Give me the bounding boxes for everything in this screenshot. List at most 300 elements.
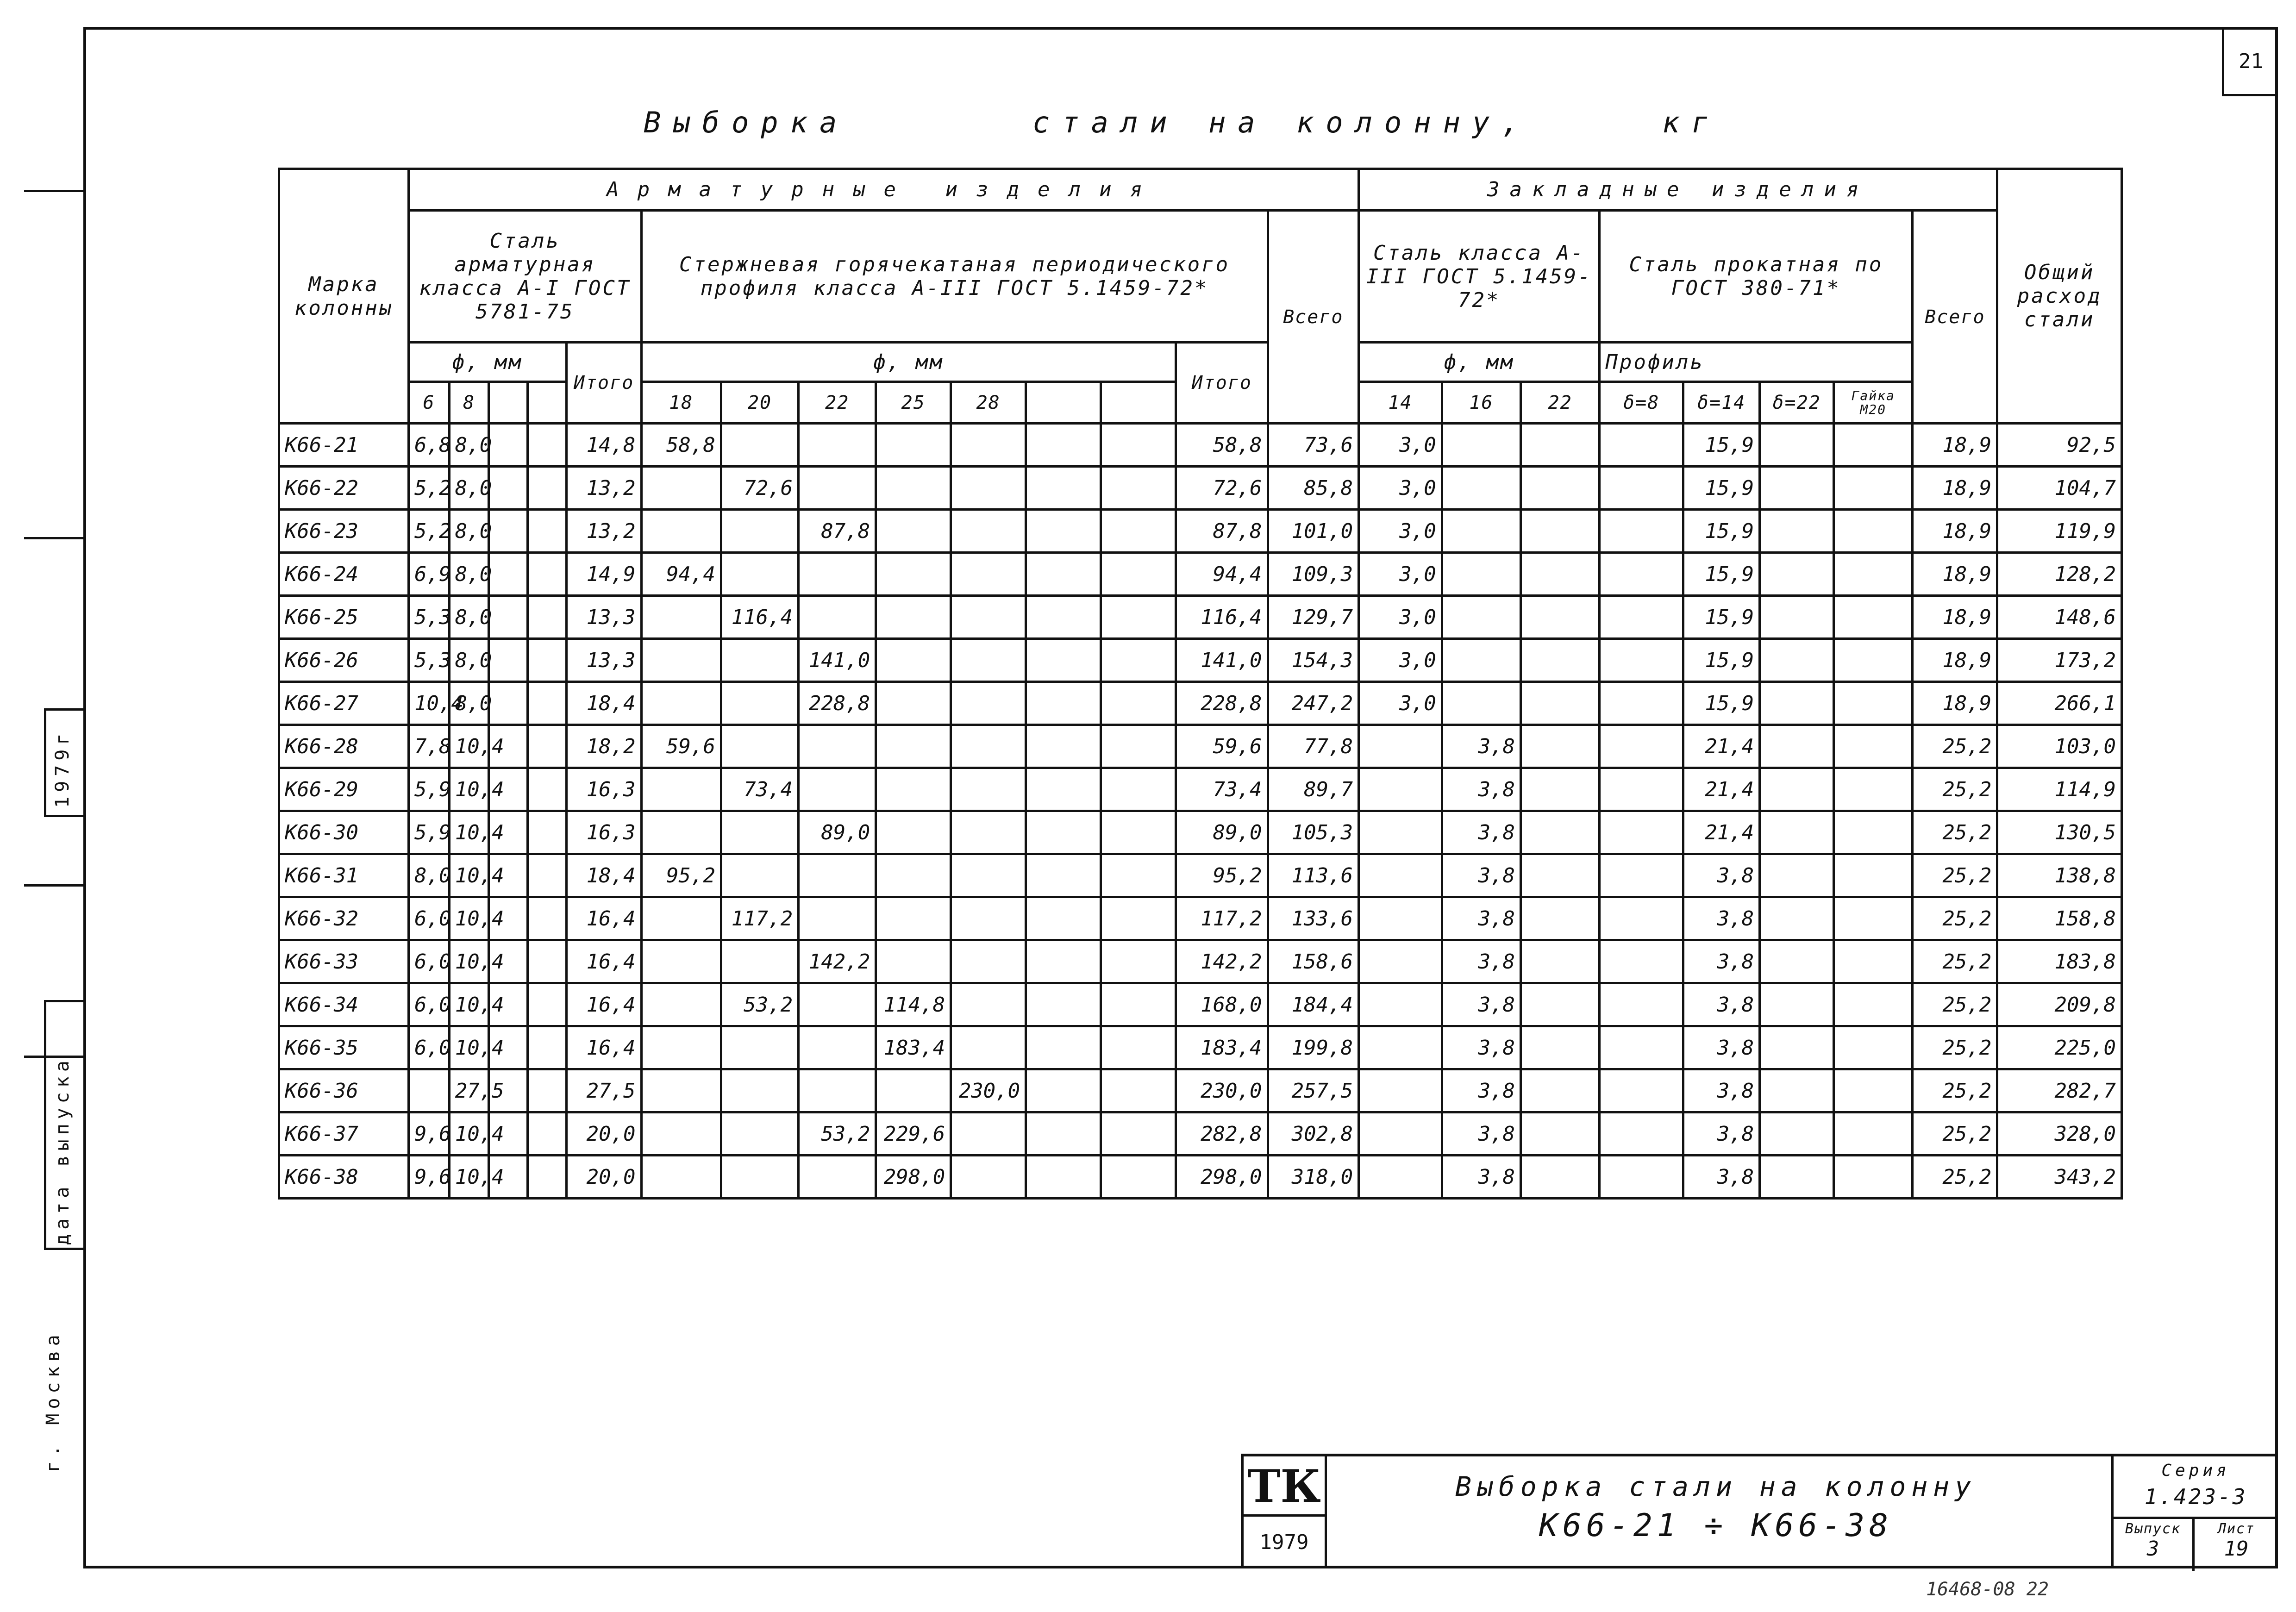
cell-d6: 8,0 <box>409 854 450 897</box>
issue-sheet-row <box>2114 1517 2278 1571</box>
cell-d6: 5,3 <box>409 596 450 639</box>
cell-nut <box>1834 897 1913 940</box>
cell-d6 <box>409 1069 450 1112</box>
cell-itogo2: 58,8 <box>1176 424 1268 467</box>
table-body <box>279 424 2122 1199</box>
emb-22-header: 22 <box>1521 382 1600 424</box>
cell-d8: 10,4 <box>449 768 489 811</box>
cell-p14: 15,9 <box>1683 596 1760 639</box>
cell-p22 <box>1760 983 1834 1026</box>
cell-empty <box>1101 553 1176 596</box>
cell-itogo2: 116,4 <box>1176 596 1268 639</box>
cell-d20: 73,4 <box>721 768 798 811</box>
cell-empty <box>1026 768 1101 811</box>
cell-vsego1: 85,8 <box>1268 467 1359 510</box>
cell-d25 <box>876 596 951 639</box>
cell-d22: 142,2 <box>799 940 876 983</box>
cell-nut <box>1834 553 1913 596</box>
cell-e22 <box>1521 983 1600 1026</box>
cell-d18 <box>641 768 721 811</box>
table-row <box>279 682 2122 725</box>
cell-d22 <box>799 768 876 811</box>
cell-itogo2: 282,8 <box>1176 1112 1268 1156</box>
cell-empty <box>1026 940 1101 983</box>
cell-empty <box>528 682 567 725</box>
table-row <box>279 897 2122 940</box>
cell-d22 <box>799 596 876 639</box>
cell-d22 <box>799 424 876 467</box>
cell-e16 <box>1442 510 1520 553</box>
cell-empty <box>528 424 567 467</box>
table-row <box>279 553 2122 596</box>
cell-d25 <box>876 725 951 768</box>
cell-vsego1: 154,3 <box>1268 639 1359 682</box>
cell-d28 <box>951 596 1026 639</box>
cell-e14: 3,0 <box>1359 639 1442 682</box>
cell-e16: 3,8 <box>1442 1156 1520 1199</box>
cell-empty <box>1026 424 1101 467</box>
cell-d20 <box>721 854 798 897</box>
cell-e14 <box>1359 1069 1442 1112</box>
cell-empty <box>1101 1026 1176 1069</box>
empty-header <box>1101 382 1176 424</box>
cell-e16: 3,8 <box>1442 725 1520 768</box>
cell-d25 <box>876 811 951 854</box>
cell-e22 <box>1521 639 1600 682</box>
cell-itogo1: 13,3 <box>566 639 641 682</box>
cell-e14 <box>1359 1026 1442 1069</box>
steel-emb-header: Сталь класса А-III ГОСТ 5.1459-72* <box>1359 211 1600 343</box>
cell-total: 328,0 <box>1997 1112 2122 1156</box>
cell-vsego1: 101,0 <box>1268 510 1359 553</box>
cell-itogo1: 14,8 <box>566 424 641 467</box>
cell-itogo1: 13,2 <box>566 467 641 510</box>
table-row <box>279 940 2122 983</box>
cell-p14: 3,8 <box>1683 1112 1760 1156</box>
row-mark: К66-27 <box>279 682 409 725</box>
cell-empty <box>1101 940 1176 983</box>
phi-mm-header-3: ф, мм <box>1359 343 1600 382</box>
cell-empty <box>1026 897 1101 940</box>
cell-p8 <box>1600 1112 1683 1156</box>
cell-total: 128,2 <box>1997 553 2122 596</box>
cell-nut <box>1834 1112 1913 1156</box>
cell-p14: 15,9 <box>1683 639 1760 682</box>
cell-vsego1: 199,8 <box>1268 1026 1359 1069</box>
cell-itogo2: 94,4 <box>1176 553 1268 596</box>
cell-vsego1: 77,8 <box>1268 725 1359 768</box>
cell-empty <box>528 897 567 940</box>
cell-p22 <box>1760 510 1834 553</box>
cell-itogo2: 298,0 <box>1176 1156 1268 1199</box>
mark-header: Марка колонны <box>279 169 409 424</box>
cell-d6: 7,8 <box>409 725 450 768</box>
margin-tick <box>24 884 84 887</box>
bottom-note: 16468-08 22 <box>1926 1579 2049 1600</box>
cell-d28 <box>951 854 1026 897</box>
cell-e16 <box>1442 424 1520 467</box>
cell-d22 <box>799 897 876 940</box>
diam-20-header: 20 <box>721 382 798 424</box>
cell-vsego2: 25,2 <box>1913 1026 1997 1069</box>
cell-d22 <box>799 1156 876 1199</box>
series-label: Серия <box>2161 1461 2230 1480</box>
cell-empty <box>528 510 567 553</box>
diam-25-header: 25 <box>876 382 951 424</box>
cell-p8 <box>1600 553 1683 596</box>
cell-d20 <box>721 725 798 768</box>
steel-table <box>278 168 2123 1200</box>
cell-e16: 3,8 <box>1442 768 1520 811</box>
cell-empty <box>489 424 528 467</box>
cell-d18: 95,2 <box>641 854 721 897</box>
cell-d20 <box>721 1156 798 1199</box>
cell-d8: 8,0 <box>449 510 489 553</box>
cell-p22 <box>1760 682 1834 725</box>
cell-vsego1: 247,2 <box>1268 682 1359 725</box>
sheet-label: Лист <box>2217 1521 2255 1537</box>
row-mark: К66-34 <box>279 983 409 1026</box>
cell-itogo2: 73,4 <box>1176 768 1268 811</box>
cell-p14: 3,8 <box>1683 1026 1760 1069</box>
cell-vsego2: 25,2 <box>1913 940 1997 983</box>
cell-d20 <box>721 940 798 983</box>
cell-p14: 15,9 <box>1683 553 1760 596</box>
cell-d22 <box>799 1026 876 1069</box>
cell-d8: 8,0 <box>449 682 489 725</box>
cell-p22 <box>1760 768 1834 811</box>
cell-empty <box>528 553 567 596</box>
cell-p8 <box>1600 467 1683 510</box>
cell-itogo1: 18,4 <box>566 682 641 725</box>
series-box <box>2111 1456 2278 1568</box>
cell-nut <box>1834 424 1913 467</box>
cell-p22 <box>1760 725 1834 768</box>
cell-p8 <box>1600 940 1683 983</box>
cell-itogo2: 72,6 <box>1176 467 1268 510</box>
cell-d28 <box>951 1112 1026 1156</box>
cell-vsego2: 18,9 <box>1913 596 1997 639</box>
profile-header: Профиль <box>1600 343 1913 382</box>
cell-vsego1: 133,6 <box>1268 897 1359 940</box>
cell-d28 <box>951 682 1026 725</box>
cell-empty <box>1026 510 1101 553</box>
cell-d8: 10,4 <box>449 983 489 1026</box>
cell-p22 <box>1760 639 1834 682</box>
cell-empty <box>1101 1112 1176 1156</box>
cell-d8: 8,0 <box>449 467 489 510</box>
cell-e14 <box>1359 725 1442 768</box>
issue-label: Выпуск <box>2125 1521 2181 1537</box>
cell-d28 <box>951 1026 1026 1069</box>
cell-nut <box>1834 639 1913 682</box>
cell-vsego2: 18,9 <box>1913 424 1997 467</box>
cell-p8 <box>1600 1156 1683 1199</box>
cell-d6: 6,8 <box>409 424 450 467</box>
cell-e22 <box>1521 553 1600 596</box>
cell-d18 <box>641 940 721 983</box>
cell-d18 <box>641 1156 721 1199</box>
cell-p14: 21,4 <box>1683 811 1760 854</box>
cell-itogo1: 27,5 <box>566 1069 641 1112</box>
cell-p22 <box>1760 553 1834 596</box>
cell-itogo1: 20,0 <box>566 1156 641 1199</box>
cell-vsego1: 113,6 <box>1268 854 1359 897</box>
diam-22-header: 22 <box>799 382 876 424</box>
cell-p14: 15,9 <box>1683 467 1760 510</box>
cell-d22: 228,8 <box>799 682 876 725</box>
table-row <box>279 639 2122 682</box>
cell-p8 <box>1600 639 1683 682</box>
cell-nut <box>1834 1069 1913 1112</box>
cell-empty <box>528 1112 567 1156</box>
cell-p14: 21,4 <box>1683 768 1760 811</box>
cell-empty <box>1026 725 1101 768</box>
row-mark: К66-38 <box>279 1156 409 1199</box>
cell-e16: 3,8 <box>1442 940 1520 983</box>
cell-d28 <box>951 983 1026 1026</box>
cell-p22 <box>1760 467 1834 510</box>
armature-group-header: Арматурные изделия <box>409 169 1359 211</box>
cell-d25 <box>876 768 951 811</box>
cell-d20: 72,6 <box>721 467 798 510</box>
cell-vsego2: 25,2 <box>1913 1069 1997 1112</box>
cell-d6: 10,4 <box>409 682 450 725</box>
table-row <box>279 1026 2122 1069</box>
cell-vsego1: 89,7 <box>1268 768 1359 811</box>
cell-empty <box>1101 596 1176 639</box>
cell-nut <box>1834 983 1913 1026</box>
table-row <box>279 1156 2122 1199</box>
profile-22-header: δ=22 <box>1760 382 1834 424</box>
margin-date-label: дата выпуска <box>52 1056 73 1245</box>
cell-p22 <box>1760 940 1834 983</box>
cell-e14 <box>1359 854 1442 897</box>
cell-p22 <box>1760 854 1834 897</box>
itogo1-header: Итого <box>566 343 641 424</box>
cell-e14: 3,0 <box>1359 596 1442 639</box>
stamp-year: 1979 <box>1244 1517 1327 1568</box>
cell-total: 158,8 <box>1997 897 2122 940</box>
cell-p14: 21,4 <box>1683 725 1760 768</box>
steel-a1-header: Сталь арматурная класса А-I ГОСТ 5781-75 <box>409 211 642 343</box>
cell-empty <box>1026 1156 1101 1199</box>
cell-d28: 230,0 <box>951 1069 1026 1112</box>
cell-d22 <box>799 553 876 596</box>
table-row <box>279 467 2122 510</box>
cell-d25: 229,6 <box>876 1112 951 1156</box>
cell-p14: 3,8 <box>1683 897 1760 940</box>
cell-d6: 6,0 <box>409 1026 450 1069</box>
cell-d22 <box>799 983 876 1026</box>
tk-logo: ТК <box>1244 1456 1327 1517</box>
cell-empty <box>528 1026 567 1069</box>
cell-total: 209,8 <box>1997 983 2122 1026</box>
cell-empty <box>1026 682 1101 725</box>
title-part3: кг <box>1662 106 1721 139</box>
cell-e22 <box>1521 1112 1600 1156</box>
cell-d28 <box>951 1156 1026 1199</box>
cell-e16: 3,8 <box>1442 1026 1520 1069</box>
cell-d6: 5,9 <box>409 811 450 854</box>
cell-nut <box>1834 1026 1913 1069</box>
cell-d8: 27,5 <box>449 1069 489 1112</box>
cell-empty <box>1101 854 1176 897</box>
cell-d22: 53,2 <box>799 1112 876 1156</box>
cell-d8: 10,4 <box>449 897 489 940</box>
cell-itogo2: 87,8 <box>1176 510 1268 553</box>
cell-e14 <box>1359 768 1442 811</box>
cell-vsego2: 18,9 <box>1913 639 1997 682</box>
cell-d28 <box>951 553 1026 596</box>
cell-e16: 3,8 <box>1442 1112 1520 1156</box>
cell-p22 <box>1760 1112 1834 1156</box>
steel-rolled-header: Сталь прокатная по ГОСТ 380-71* <box>1600 211 1913 343</box>
cell-empty <box>528 639 567 682</box>
row-mark: К66-24 <box>279 553 409 596</box>
cell-e16 <box>1442 639 1520 682</box>
cell-e14 <box>1359 811 1442 854</box>
cell-empty <box>528 725 567 768</box>
cell-empty <box>528 983 567 1026</box>
cell-empty <box>528 1069 567 1112</box>
cell-nut <box>1834 510 1913 553</box>
empty-header <box>528 382 567 424</box>
cell-d18: 59,6 <box>641 725 721 768</box>
cell-p8 <box>1600 811 1683 854</box>
table-row <box>279 811 2122 854</box>
cell-e22 <box>1521 940 1600 983</box>
cell-e16: 3,8 <box>1442 897 1520 940</box>
vsego2-header: Всего <box>1913 211 1997 424</box>
profile-14-header: δ=14 <box>1683 382 1760 424</box>
cell-e22 <box>1521 768 1600 811</box>
cell-p14: 15,9 <box>1683 510 1760 553</box>
cell-d20: 117,2 <box>721 897 798 940</box>
title-part1: Выборка <box>644 106 849 139</box>
margin-city: г. Москва <box>43 1330 64 1472</box>
cell-empty <box>1026 639 1101 682</box>
margin-year: 1979г <box>52 729 73 808</box>
table-row <box>279 768 2122 811</box>
cell-d25 <box>876 553 951 596</box>
cell-d20 <box>721 1069 798 1112</box>
cell-d22 <box>799 854 876 897</box>
cell-d28 <box>951 725 1026 768</box>
cell-total: 104,7 <box>1997 467 2122 510</box>
cell-empty <box>1101 510 1176 553</box>
cell-p8 <box>1600 424 1683 467</box>
cell-empty <box>1101 768 1176 811</box>
cell-itogo1: 18,2 <box>566 725 641 768</box>
cell-d18: 58,8 <box>641 424 721 467</box>
cell-nut <box>1834 467 1913 510</box>
cell-vsego1: 109,3 <box>1268 553 1359 596</box>
cell-empty <box>489 510 528 553</box>
cell-e16: 3,8 <box>1442 1069 1520 1112</box>
cell-d25 <box>876 897 951 940</box>
row-mark: К66-32 <box>279 897 409 940</box>
cell-e22 <box>1521 1026 1600 1069</box>
cell-p22 <box>1760 1026 1834 1069</box>
cell-e16 <box>1442 467 1520 510</box>
cell-p22 <box>1760 811 1834 854</box>
cell-p8 <box>1600 983 1683 1026</box>
cell-e22 <box>1521 1156 1600 1199</box>
diam-6-header: 6 <box>409 382 450 424</box>
cell-total: 92,5 <box>1997 424 2122 467</box>
phi-mm-header-2: ф, мм <box>641 343 1176 382</box>
cell-d28 <box>951 639 1026 682</box>
issue-value: 3 <box>2146 1537 2159 1561</box>
cell-d20 <box>721 1112 798 1156</box>
cell-itogo1: 14,9 <box>566 553 641 596</box>
title-block <box>1241 1454 2278 1568</box>
cell-p22 <box>1760 1069 1834 1112</box>
cell-total: 173,2 <box>1997 639 2122 682</box>
cell-e14: 3,0 <box>1359 467 1442 510</box>
embedded-group-header: Закладные изделия <box>1359 169 1997 211</box>
cell-d22 <box>799 1069 876 1112</box>
cell-d8: 10,4 <box>449 1026 489 1069</box>
row-mark: К66-25 <box>279 596 409 639</box>
cell-nut <box>1834 940 1913 983</box>
cell-vsego2: 25,2 <box>1913 897 1997 940</box>
cell-total: 266,1 <box>1997 682 2122 725</box>
cell-itogo2: 168,0 <box>1176 983 1268 1026</box>
cell-d8: 10,4 <box>449 854 489 897</box>
empty-header <box>1026 382 1101 424</box>
cell-total: 282,7 <box>1997 1069 2122 1112</box>
cell-total: 183,8 <box>1997 940 2122 983</box>
emb-14-header: 14 <box>1359 382 1442 424</box>
stamp-title-line1: Выборка стали на колонну <box>1455 1471 1977 1502</box>
cell-nut <box>1834 854 1913 897</box>
cell-itogo2: 95,2 <box>1176 854 1268 897</box>
cell-empty <box>528 768 567 811</box>
cell-total: 343,2 <box>1997 1156 2122 1199</box>
cell-p8 <box>1600 682 1683 725</box>
cell-e22 <box>1521 811 1600 854</box>
row-mark: К66-22 <box>279 467 409 510</box>
cell-itogo1: 16,4 <box>566 940 641 983</box>
cell-d6: 5,9 <box>409 768 450 811</box>
cell-vsego1: 105,3 <box>1268 811 1359 854</box>
row-mark: К66-31 <box>279 854 409 897</box>
profile-8-header: δ=8 <box>1600 382 1683 424</box>
cell-e14: 3,0 <box>1359 424 1442 467</box>
diam-8-header: 8 <box>449 382 489 424</box>
cell-d25 <box>876 682 951 725</box>
sheet-number: 21 <box>2222 27 2277 96</box>
cell-d18 <box>641 467 721 510</box>
cell-d20 <box>721 424 798 467</box>
cell-d18 <box>641 983 721 1026</box>
cell-empty <box>1101 1069 1176 1112</box>
cell-empty <box>1101 467 1176 510</box>
table-row <box>279 854 2122 897</box>
cell-e22 <box>1521 510 1600 553</box>
margin-tick <box>24 190 84 192</box>
diam-18-header: 18 <box>641 382 721 424</box>
cell-total: 130,5 <box>1997 811 2122 854</box>
cell-d20 <box>721 510 798 553</box>
cell-vsego1: 184,4 <box>1268 983 1359 1026</box>
cell-d6: 5,2 <box>409 510 450 553</box>
cell-vsego1: 129,7 <box>1268 596 1359 639</box>
cell-vsego1: 257,5 <box>1268 1069 1359 1112</box>
cell-d8: 10,4 <box>449 725 489 768</box>
